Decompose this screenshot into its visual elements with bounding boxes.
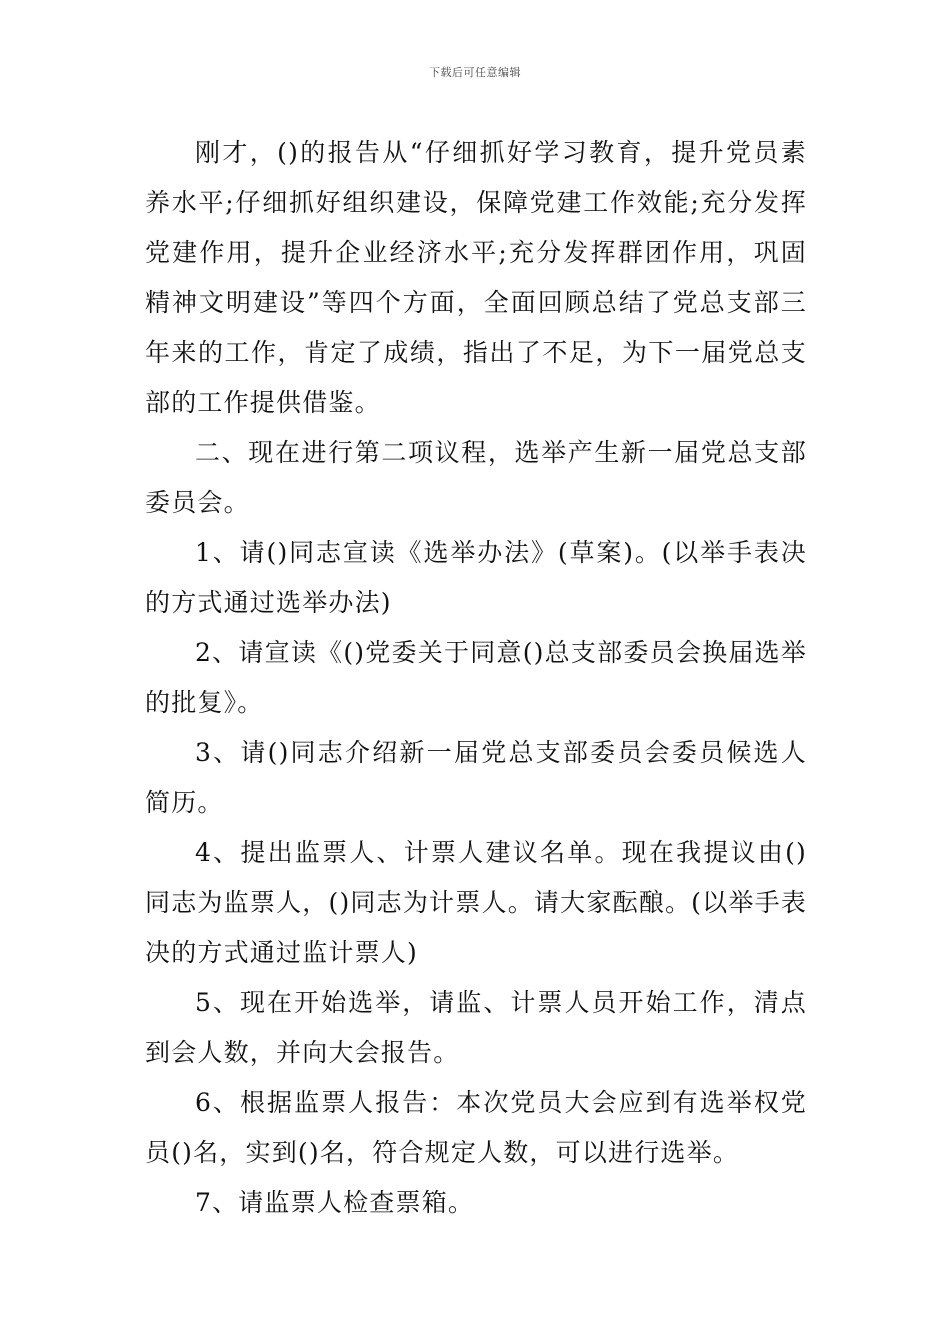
paragraph-agenda-item-two: 二、现在进行第二项议程，选举产生新一届党总支部委员会。 xyxy=(145,438,807,517)
page-header: 下载后可任意编辑 xyxy=(429,66,521,79)
document-body xyxy=(145,128,807,1228)
paragraph-step-2: 2、请宣读《()党委关于同意()总支部委员会换届选举的批复》。 xyxy=(145,638,807,717)
paragraph-step-3: 3、请()同志介绍新一届党总支部委员会委员候选人简历。 xyxy=(145,738,807,817)
paragraph-step-6: 6、根据监票人报告：本次党员大会应到有选举权党员()名，实到()名，符合规定人数，可以进行选举。 xyxy=(145,1088,807,1167)
paragraph-step-4: 4、提出监票人、计票人建议名单。现在我提议由()同志为监票人，()同志为计票人。请大家酝酿。(以举手表决的方式通过监计票人) xyxy=(145,838,807,967)
paragraph-step-7: 7、请监票人检查票箱。 xyxy=(195,1188,475,1217)
paragraph-step-5: 5、现在开始选举，请监、计票人员开始工作，清点到会人数，并向大会报告。 xyxy=(145,988,807,1067)
paragraph-report-summary: 刚才，()的报告从“仔细抓好学习教育，提升党员素养水平;仔细抓好组织建设，保障党建工作效能;充分发挥党建作用，提升企业经济水平;充分发挥群团作用，巩固精神文明建设”等四个方面，全面回顾总结了党总支部三年来的工作，肯定了成绩，指出了不足，为下一届党总支部的工作提供借鉴。 xyxy=(145,138,807,417)
paragraph-step-1: 1、请()同志宣读《选举办法》(草案)。(以举手表决的方式通过选举办法) xyxy=(145,538,807,617)
